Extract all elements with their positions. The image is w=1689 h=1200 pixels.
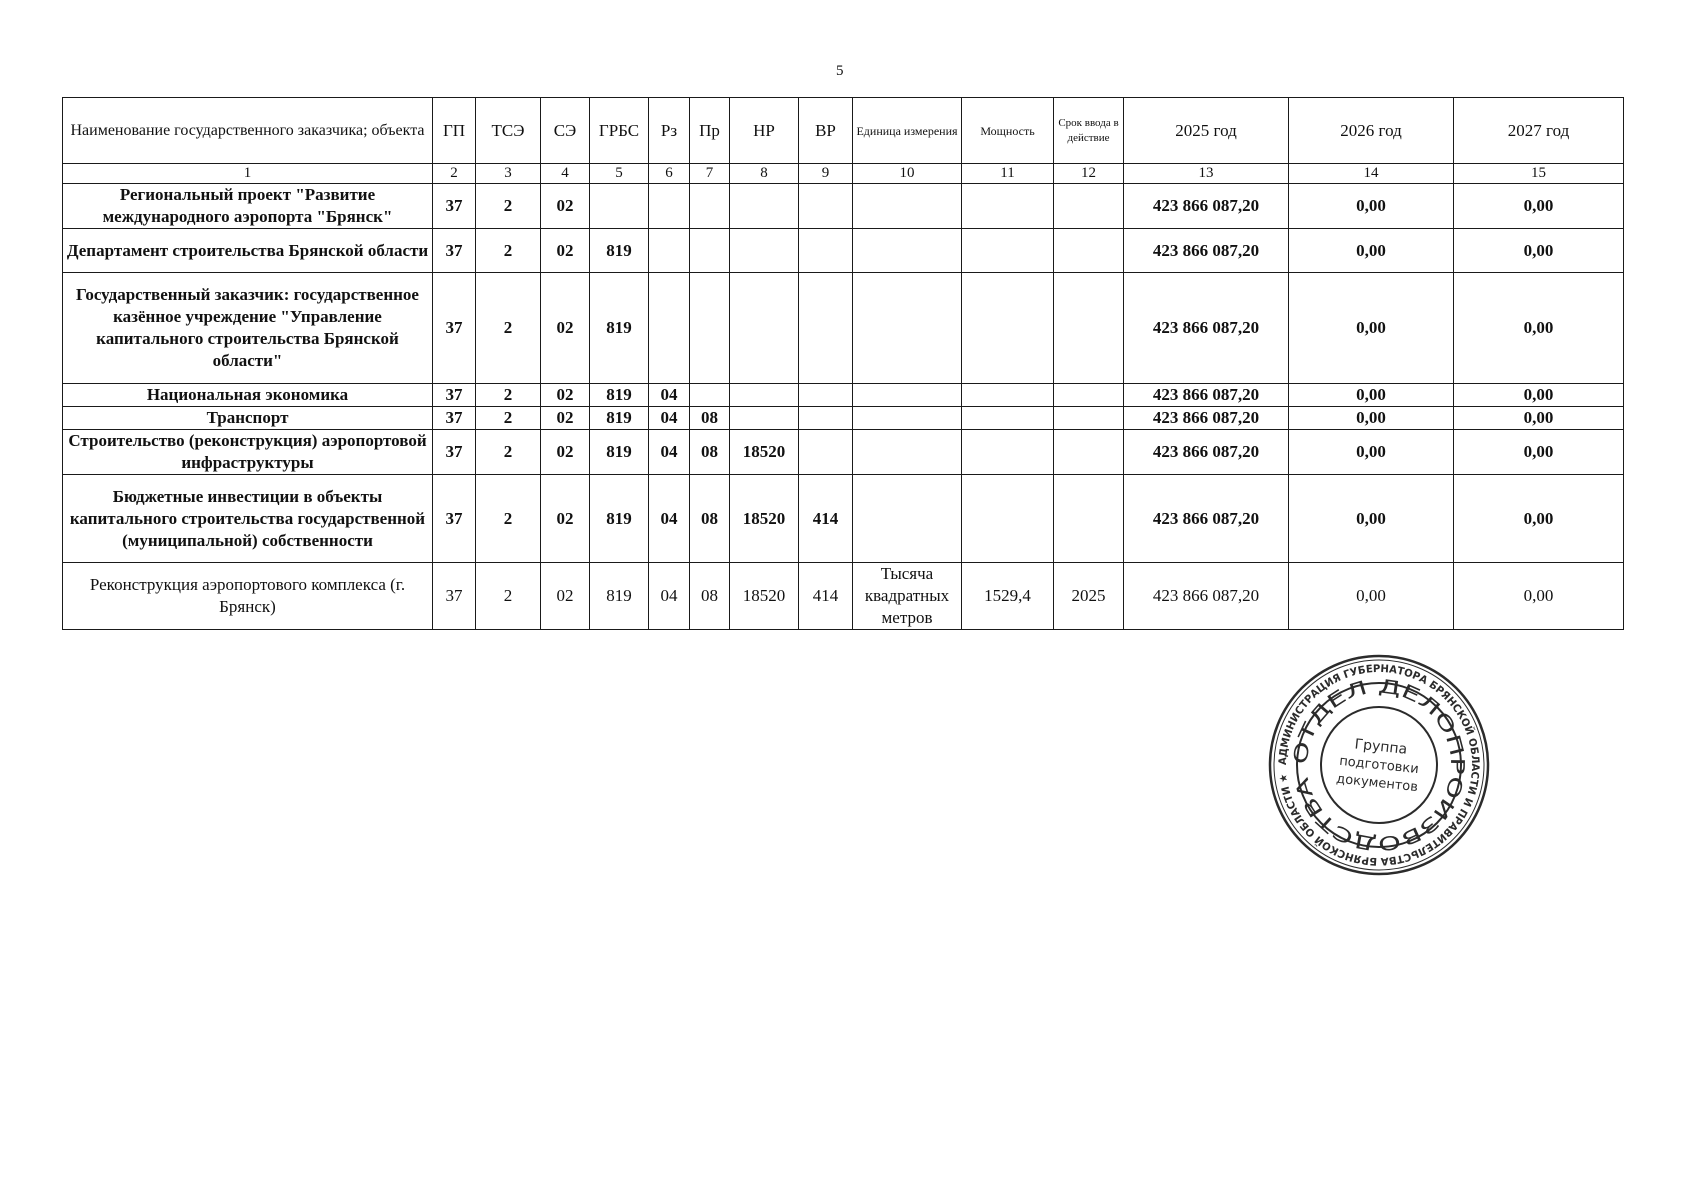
column-number-cell: 5 <box>590 164 649 184</box>
cell-vr <box>799 184 853 229</box>
page-number: 5 <box>836 63 844 79</box>
cell-tse: 2 <box>476 430 541 475</box>
column-number-cell: 12 <box>1054 164 1124 184</box>
budget-table <box>62 97 1624 630</box>
cell-vr <box>799 384 853 407</box>
table-body <box>63 184 1624 630</box>
header-rz: Рз <box>649 98 690 164</box>
cell-term <box>1054 229 1124 273</box>
cell-se: 02 <box>541 184 590 229</box>
cell-vr: 414 <box>799 475 853 563</box>
cell-se: 02 <box>541 407 590 430</box>
cell-se: 02 <box>541 563 590 630</box>
cell-y2027: 0,00 <box>1454 407 1624 430</box>
column-number-cell: 6 <box>649 164 690 184</box>
cell-nr: 18520 <box>730 563 799 630</box>
cell-se: 02 <box>541 384 590 407</box>
cell-vr <box>799 273 853 384</box>
stamp-center-line3: документов <box>1335 771 1419 796</box>
cell-unit <box>853 184 962 229</box>
header-2027: 2027 год <box>1454 98 1624 164</box>
header-name: Наименование государственного заказчика; объекта <box>63 98 433 164</box>
cell-y2025: 423 866 087,20 <box>1124 384 1289 407</box>
stamp-center-line2: подготовки <box>1338 753 1420 778</box>
table-row <box>63 475 1624 563</box>
cell-power: 1529,4 <box>962 563 1054 630</box>
stamp-center-line1: Группа <box>1353 736 1408 758</box>
table-row <box>63 184 1624 229</box>
column-number-cell: 15 <box>1454 164 1624 184</box>
cell-nr <box>730 184 799 229</box>
header-pr: Пр <box>690 98 730 164</box>
cell-tse: 2 <box>476 273 541 384</box>
header-tse: ТСЭ <box>476 98 541 164</box>
cell-grbs: 819 <box>590 384 649 407</box>
cell-nr: 18520 <box>730 475 799 563</box>
cell-term <box>1054 384 1124 407</box>
cell-gp: 37 <box>433 273 476 384</box>
cell-pr: 08 <box>690 407 730 430</box>
cell-term <box>1054 407 1124 430</box>
cell-name: Региональный проект "Развитие международного аэропорта "Брянск" <box>63 184 433 229</box>
cell-se: 02 <box>541 475 590 563</box>
cell-rz <box>649 229 690 273</box>
cell-y2027: 0,00 <box>1454 475 1624 563</box>
cell-se: 02 <box>541 430 590 475</box>
cell-gp: 37 <box>433 384 476 407</box>
table-row <box>63 273 1624 384</box>
cell-grbs: 819 <box>590 407 649 430</box>
cell-grbs: 819 <box>590 229 649 273</box>
cell-y2026: 0,00 <box>1289 384 1454 407</box>
cell-grbs: 819 <box>590 273 649 384</box>
cell-grbs: 819 <box>590 430 649 475</box>
cell-rz <box>649 184 690 229</box>
column-number-cell: 7 <box>690 164 730 184</box>
header-vr: ВР <box>799 98 853 164</box>
cell-rz: 04 <box>649 563 690 630</box>
office-stamp <box>1267 653 1491 877</box>
cell-grbs <box>590 184 649 229</box>
cell-unit <box>853 475 962 563</box>
table-row <box>63 229 1624 273</box>
cell-se: 02 <box>541 273 590 384</box>
cell-rz <box>649 273 690 384</box>
cell-y2025: 423 866 087,20 <box>1124 184 1289 229</box>
cell-y2025: 423 866 087,20 <box>1124 563 1289 630</box>
cell-unit <box>853 407 962 430</box>
table-header-row <box>63 98 1624 164</box>
column-number-cell: 8 <box>730 164 799 184</box>
cell-y2025: 423 866 087,20 <box>1124 273 1289 384</box>
cell-vr <box>799 229 853 273</box>
cell-y2026: 0,00 <box>1289 430 1454 475</box>
cell-nr <box>730 229 799 273</box>
cell-name: Национальная экономика <box>63 384 433 407</box>
cell-tse: 2 <box>476 407 541 430</box>
column-number-cell: 14 <box>1289 164 1454 184</box>
cell-gp: 37 <box>433 430 476 475</box>
header-gp: ГП <box>433 98 476 164</box>
cell-vr <box>799 407 853 430</box>
cell-name: Государственный заказчик: государственное казённое учреждение "Управление капитального строительства Брянской области" <box>63 273 433 384</box>
cell-term <box>1054 475 1124 563</box>
cell-power <box>962 184 1054 229</box>
cell-y2027: 0,00 <box>1454 430 1624 475</box>
cell-unit <box>853 430 962 475</box>
header-grbs: ГРБС <box>590 98 649 164</box>
cell-y2025: 423 866 087,20 <box>1124 229 1289 273</box>
cell-pr <box>690 384 730 407</box>
cell-tse: 2 <box>476 184 541 229</box>
cell-y2025: 423 866 087,20 <box>1124 430 1289 475</box>
column-number-cell: 2 <box>433 164 476 184</box>
cell-name: Строительство (реконструкция) аэропортовой инфраструктуры <box>63 430 433 475</box>
cell-se: 02 <box>541 229 590 273</box>
cell-term <box>1054 273 1124 384</box>
cell-power <box>962 407 1054 430</box>
cell-name: Департамент строительства Брянской области <box>63 229 433 273</box>
cell-pr: 08 <box>690 430 730 475</box>
cell-power <box>962 229 1054 273</box>
cell-y2026: 0,00 <box>1289 407 1454 430</box>
stamp-inner-text: ОТДЕЛ ДЕЛОПРОИЗВОДСТВА <box>1289 675 1469 855</box>
cell-unit <box>853 384 962 407</box>
cell-power <box>962 273 1054 384</box>
column-number-cell: 3 <box>476 164 541 184</box>
header-power: Мощность <box>962 98 1054 164</box>
cell-y2025: 423 866 087,20 <box>1124 407 1289 430</box>
stamp-outer-text: АДМИНИСТРАЦИЯ ГУБЕРНАТОРА БРЯНСКОЙ ОБЛАСТИ И ПРАВИТЕЛЬСТВА БРЯНСКОЙ ОБЛАСТИ ★ <box>1276 662 1482 868</box>
cell-name: Реконструкция аэропортового комплекса (г. Брянск) <box>63 563 433 630</box>
cell-gp: 37 <box>433 229 476 273</box>
cell-gp: 37 <box>433 475 476 563</box>
header-unit: Единица измерения <box>853 98 962 164</box>
table-row <box>63 384 1624 407</box>
cell-y2026: 0,00 <box>1289 273 1454 384</box>
cell-term: 2025 <box>1054 563 1124 630</box>
cell-rz: 04 <box>649 475 690 563</box>
cell-vr <box>799 430 853 475</box>
header-2025: 2025 год <box>1124 98 1289 164</box>
header-nr: НР <box>730 98 799 164</box>
cell-y2025: 423 866 087,20 <box>1124 475 1289 563</box>
cell-power <box>962 430 1054 475</box>
cell-tse: 2 <box>476 475 541 563</box>
column-number-cell: 1 <box>63 164 433 184</box>
cell-tse: 2 <box>476 384 541 407</box>
table-row <box>63 563 1624 630</box>
cell-pr <box>690 229 730 273</box>
cell-pr <box>690 273 730 384</box>
cell-gp: 37 <box>433 184 476 229</box>
cell-power <box>962 384 1054 407</box>
cell-nr <box>730 407 799 430</box>
cell-gp: 37 <box>433 563 476 630</box>
cell-y2027: 0,00 <box>1454 384 1624 407</box>
cell-tse: 2 <box>476 229 541 273</box>
column-number-cell: 4 <box>541 164 590 184</box>
cell-nr: 18520 <box>730 430 799 475</box>
cell-term <box>1054 184 1124 229</box>
cell-y2026: 0,00 <box>1289 475 1454 563</box>
cell-y2026: 0,00 <box>1289 563 1454 630</box>
cell-y2027: 0,00 <box>1454 273 1624 384</box>
cell-grbs: 819 <box>590 563 649 630</box>
cell-y2027: 0,00 <box>1454 184 1624 229</box>
header-2026: 2026 год <box>1289 98 1454 164</box>
cell-nr <box>730 273 799 384</box>
cell-y2026: 0,00 <box>1289 229 1454 273</box>
cell-rz: 04 <box>649 407 690 430</box>
cell-rz: 04 <box>649 384 690 407</box>
column-number-cell: 11 <box>962 164 1054 184</box>
cell-name: Транспорт <box>63 407 433 430</box>
cell-pr <box>690 184 730 229</box>
cell-unit <box>853 229 962 273</box>
column-number-cell: 10 <box>853 164 962 184</box>
table-row <box>63 430 1624 475</box>
cell-pr: 08 <box>690 563 730 630</box>
cell-name: Бюджетные инвестиции в объекты капитального строительства государственной (муниципальной) собственности <box>63 475 433 563</box>
table-row <box>63 407 1624 430</box>
cell-unit <box>853 273 962 384</box>
cell-vr: 414 <box>799 563 853 630</box>
cell-nr <box>730 384 799 407</box>
cell-y2026: 0,00 <box>1289 184 1454 229</box>
column-number-cell: 13 <box>1124 164 1289 184</box>
cell-gp: 37 <box>433 407 476 430</box>
column-number-cell: 9 <box>799 164 853 184</box>
header-term: Срок ввода в действие <box>1054 98 1124 164</box>
column-number-row <box>63 164 1624 184</box>
cell-unit: Тысяча квадратных метров <box>853 563 962 630</box>
cell-term <box>1054 430 1124 475</box>
header-se: СЭ <box>541 98 590 164</box>
cell-y2027: 0,00 <box>1454 563 1624 630</box>
cell-power <box>962 475 1054 563</box>
cell-y2027: 0,00 <box>1454 229 1624 273</box>
cell-grbs: 819 <box>590 475 649 563</box>
cell-tse: 2 <box>476 563 541 630</box>
cell-pr: 08 <box>690 475 730 563</box>
cell-rz: 04 <box>649 430 690 475</box>
